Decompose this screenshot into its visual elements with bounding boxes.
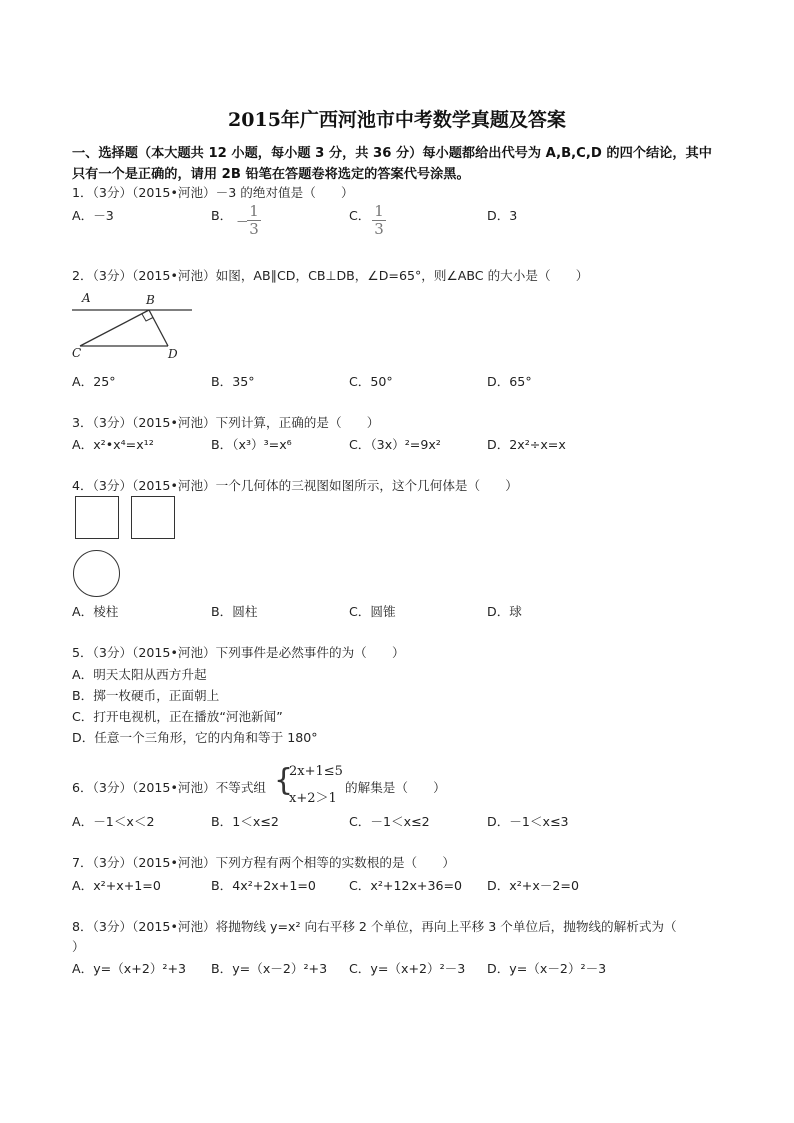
q3-option-b[interactable]: B．（x³）³=x⁶ [211, 437, 292, 452]
question-2-stem: 2．（3分）（2015•河池）如图，AB∥CD，CB⊥DB，∠D=65°，则∠ABC 的大小是（ ） [72, 268, 589, 283]
q4-option-b[interactable]: B．圆柱 [211, 604, 258, 619]
q3-option-a[interactable]: A．x²•x⁴=x¹² [72, 437, 154, 452]
q8-option-c[interactable]: C．y=（x+2）²－3 [349, 961, 466, 976]
segment-bd [149, 310, 168, 346]
question-3-stem: 3．（3分）（2015•河池）下列计算，正确的是（ ） [72, 415, 380, 430]
question-5-stem: 5．（3分）（2015•河池）下列事件是必然事件的为（ ） [72, 645, 405, 660]
q4-side-view-square [131, 496, 175, 539]
q2-triangle-figure [70, 288, 200, 360]
section-instruction-line2: 只有一个是正确的，请用 2B 铅笔在答题卷将选定的答案代号涂黑。 [72, 167, 470, 182]
q8-option-d[interactable]: D．y=（x－2）²－3 [487, 961, 607, 976]
q1-option-b-label[interactable]: B． [211, 208, 233, 223]
q6-option-d[interactable]: D．－1＜x≤3 [487, 814, 569, 829]
q2-option-d[interactable]: D．65° [487, 374, 532, 389]
section-instruction-line1: 一、选择题（本大题共 12 小题，每小题 3 分，共 36 分）每小题都给出代号为 A,B,C,D 的四个结论，其中 [72, 146, 712, 161]
q4-option-d[interactable]: D．球 [487, 604, 522, 619]
q4-top-view-circle [73, 550, 120, 597]
q1-option-d[interactable]: D．3 [487, 208, 518, 223]
page-title: 2015年广西河池市中考数学真题及答案 [228, 109, 566, 131]
point-label-b: B [146, 293, 155, 307]
q2-option-b[interactable]: B．35° [211, 374, 255, 389]
q1-option-b-numerator: 1 [249, 202, 259, 220]
q1-option-c-label[interactable]: C． [349, 208, 371, 223]
q6-option-c[interactable]: C．－1＜x≤2 [349, 814, 430, 829]
segment-cb [80, 310, 149, 346]
q3-option-c[interactable]: C．（3x）²=9x² [349, 437, 441, 452]
q5-option-a[interactable]: A．明天太阳从西方升起 [72, 667, 207, 682]
q5-option-b[interactable]: B．掷一枚硬币，正面朝上 [72, 688, 220, 703]
question-8-stem-line1: 8．（3分）（2015•河池）将抛物线 y=x² 向右平移 2 个单位，再向上平移 3 个单位后，抛物线的解析式为（ [72, 919, 677, 934]
q7-option-d[interactable]: D．x²+x－2=0 [487, 878, 579, 893]
q4-option-c[interactable]: C．圆锥 [349, 604, 396, 619]
q8-option-a[interactable]: A．y=（x+2）²+3 [72, 961, 187, 976]
question-8-stem-line2: ） [72, 939, 85, 954]
q8-option-b[interactable]: B．y=（x－2）²+3 [211, 961, 328, 976]
q6-option-b[interactable]: B．1＜x≤2 [211, 814, 279, 829]
q1-option-c-fraction [372, 204, 386, 237]
question-1-stem: 1．（3分）（2015•河池）－3 的绝对值是（ ） [72, 185, 354, 200]
question-4-stem: 4．（3分）（2015•河池）一个几何体的三视图如图所示，这个几何体是（ ） [72, 478, 518, 493]
q1-option-b-sign: － [236, 214, 249, 229]
q2-option-c[interactable]: C．50° [349, 374, 393, 389]
q5-option-d[interactable]: D．任意一个三角形，它的内角和等于 180° [72, 730, 318, 745]
q6-option-a[interactable]: A．－1＜x＜2 [72, 814, 155, 829]
q6-system-brace: { [274, 763, 294, 798]
question-6-stem-after: 的解集是（ ） [345, 780, 446, 795]
q1-option-b-fraction [247, 204, 261, 237]
q1-option-a[interactable]: A．－3 [72, 208, 114, 223]
q1-option-c-denominator: 3 [374, 220, 384, 238]
point-label-c: C [72, 346, 82, 360]
q2-option-a[interactable]: A．25° [72, 374, 116, 389]
point-label-d: D [168, 347, 178, 360]
question-6-stem-before: 6．（3分）（2015•河池）不等式组 [72, 780, 267, 795]
q6-inequality-1: 2x+1≤5 [289, 764, 343, 779]
q7-option-b[interactable]: B．4x²+2x+1=0 [211, 878, 316, 893]
q7-option-a[interactable]: A．x²+x+1=0 [72, 878, 161, 893]
question-7-stem: 7．（3分）（2015•河池）下列方程有两个相等的实数根的是（ ） [72, 855, 455, 870]
q5-option-c[interactable]: C．打开电视机，正在播放“河池新闻” [72, 709, 283, 724]
q1-option-c-numerator: 1 [374, 202, 384, 220]
q3-option-d[interactable]: D．2x²÷x=x [487, 437, 566, 452]
q7-option-c[interactable]: C．x²+12x+36=0 [349, 878, 463, 893]
q4-option-a[interactable]: A．棱柱 [72, 604, 119, 619]
q4-front-view-square [75, 496, 119, 539]
q1-option-b-denominator: 3 [249, 220, 259, 238]
q6-inequality-2: x+2＞1 [289, 791, 337, 806]
point-label-a: A [82, 291, 91, 305]
